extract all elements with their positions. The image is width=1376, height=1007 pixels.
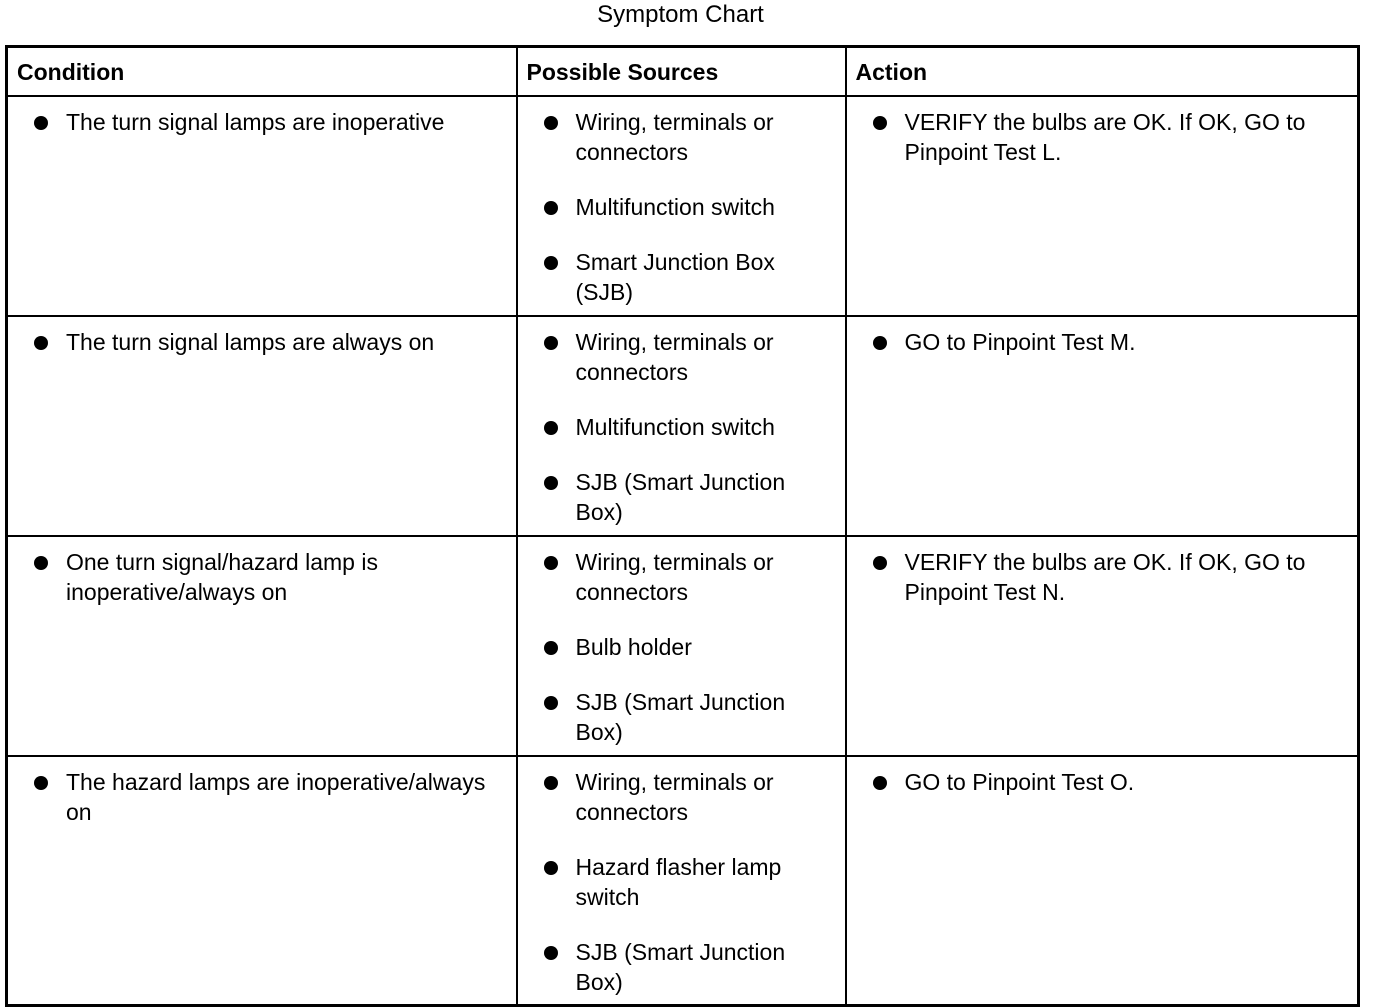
condition-cell [7,756,517,1006]
list-item [518,547,831,607]
list-item [847,327,1344,357]
action-cell [846,756,1359,1006]
source-text: Wiring, terminals or connectors [575,768,774,825]
condition-text: One turn signal/hazard lamp is inoperative/always on [66,548,378,605]
source-text: SJB (Smart Junction Box) [575,688,786,745]
sources-cell [517,316,846,536]
table-row [7,756,1359,1006]
list-item [518,937,831,997]
bullet-icon [544,556,558,570]
bullet-icon [873,556,887,570]
action-text: VERIFY the bulbs are OK. If OK, GO to Pinpoint Test N. [904,548,1306,605]
list-item [518,852,831,912]
source-text: Multifunction switch [575,193,775,220]
list-item [518,412,831,442]
list-item [518,467,831,527]
sources-cell [517,96,846,316]
bullet-icon [544,641,558,655]
condition-text: The hazard lamps are inoperative/always on [66,768,486,825]
list-item [847,767,1344,797]
bullet-icon [544,946,558,960]
list-item [518,632,831,662]
bullet-icon [873,116,887,130]
header-condition: Condition [7,47,517,96]
source-text: SJB (Smart Junction Box) [575,938,786,995]
source-text: Multifunction switch [575,413,775,440]
bullet-icon [34,556,48,570]
bullet-icon [544,861,558,875]
list-item [518,687,831,747]
header-action: Action [846,47,1359,96]
table-row [7,316,1359,536]
list-item [8,547,502,607]
bullet-icon [544,201,558,215]
list-item [518,327,831,387]
source-text: Wiring, terminals or connectors [575,108,774,165]
bullet-icon [873,336,887,350]
bullet-icon [544,476,558,490]
header-possible-sources: Possible Sources [517,47,846,96]
action-cell [846,96,1359,316]
bullet-icon [34,776,48,790]
bullet-icon [544,696,558,710]
list-item [518,767,831,827]
list-item [518,192,831,222]
bullet-icon [34,336,48,350]
table-row [7,96,1359,316]
bullet-icon [544,336,558,350]
bullet-icon [544,116,558,130]
action-cell [846,536,1359,756]
bullet-icon [544,776,558,790]
source-text: Hazard flasher lamp switch [575,853,782,910]
source-text: Bulb holder [575,633,692,660]
condition-text: The turn signal lamps are inoperative [66,108,445,135]
list-item [8,767,502,827]
table-row [7,536,1359,756]
source-text: Wiring, terminals or connectors [575,328,774,385]
bullet-icon [544,256,558,270]
condition-text: The turn signal lamps are always on [66,328,435,355]
condition-cell [7,536,517,756]
action-text: GO to Pinpoint Test O. [904,768,1135,795]
condition-cell [7,316,517,536]
bullet-icon [34,116,48,130]
action-text: GO to Pinpoint Test M. [904,328,1136,355]
list-item [847,547,1344,607]
condition-cell [7,96,517,316]
list-item [8,107,502,137]
source-text: Wiring, terminals or connectors [575,548,774,605]
list-item [847,107,1344,167]
list-item [518,107,831,167]
action-text: VERIFY the bulbs are OK. If OK, GO to Pinpoint Test L. [904,108,1306,165]
bullet-icon [873,776,887,790]
source-text: Smart Junction Box (SJB) [575,248,775,305]
table-header-row [7,47,1359,96]
symptom-table [5,45,1360,1007]
action-cell [846,316,1359,536]
source-text: SJB (Smart Junction Box) [575,468,786,525]
sources-cell [517,536,846,756]
chart-title: Symptom Chart [597,1,764,28]
list-item [518,247,831,307]
bullet-icon [544,421,558,435]
list-item [8,327,502,357]
sources-cell [517,756,846,1006]
